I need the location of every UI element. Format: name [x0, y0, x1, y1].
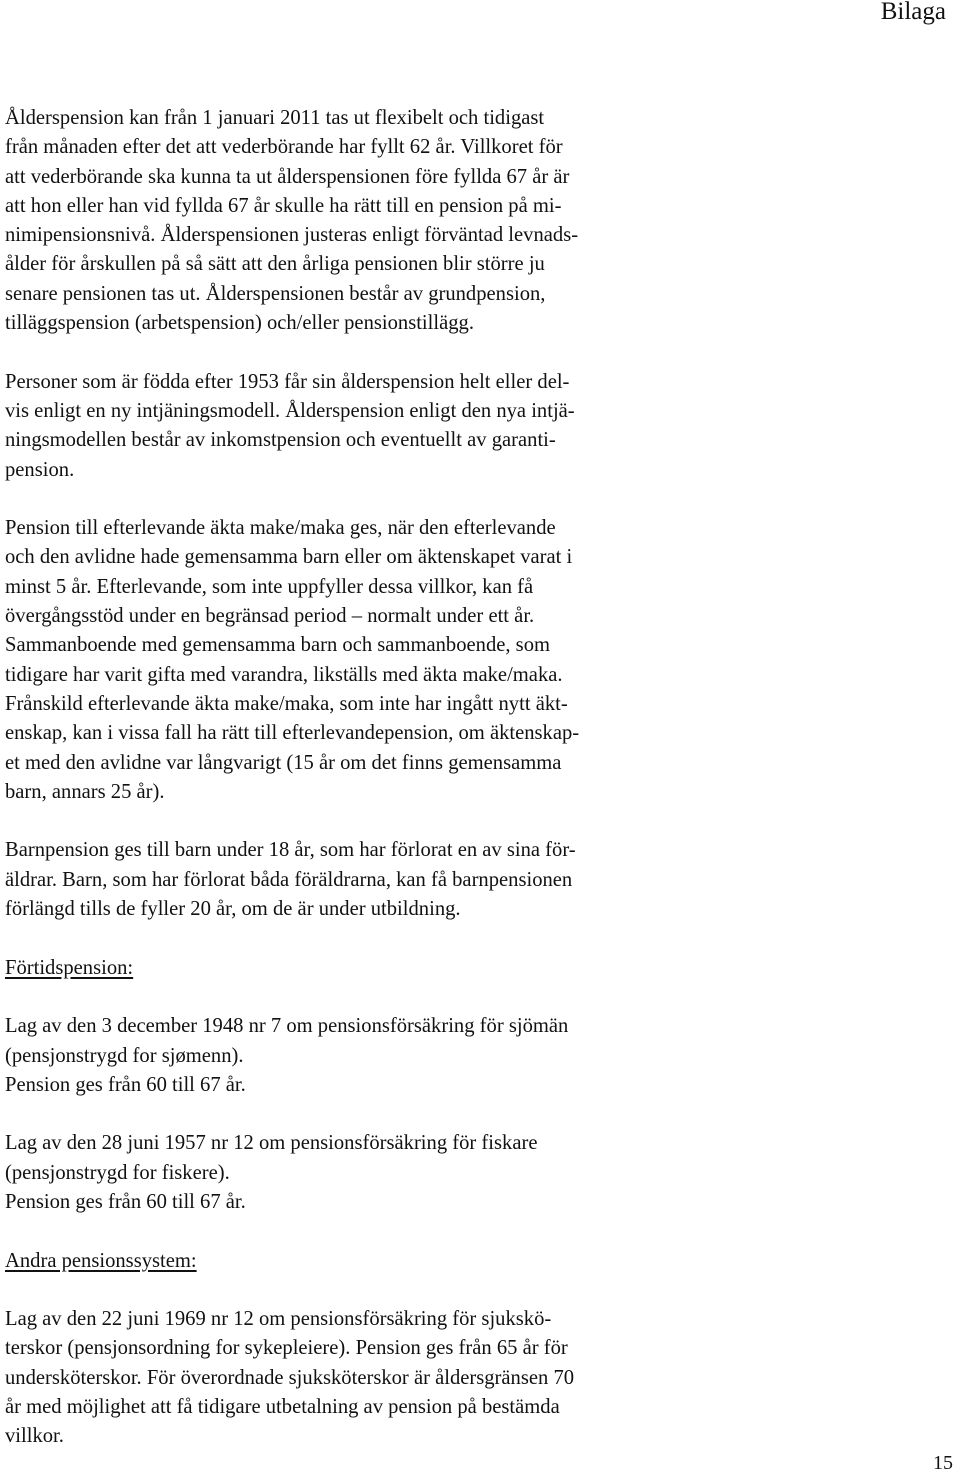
text-line: Frånskild efterlevande äkta make/maka, som inte har ingått nytt äkt-: [5, 692, 568, 715]
text-line: villkor.: [5, 1425, 64, 1448]
text-line: att hon eller han vid fyllda 67 år skulle ha rätt till en pension på mi-: [5, 194, 562, 217]
text-line: barn, annars 25 år).: [5, 780, 165, 803]
paragraph-income-model: [5, 368, 730, 485]
text-line: (pensjonstrygd for sjømenn).: [5, 1044, 244, 1067]
text-line: Pension ges från 60 till 67 år.: [5, 1073, 246, 1096]
text-line: att vederbörande ska kunna ta ut ålderspensionen före fyllda 67 år är: [5, 165, 570, 188]
text-line: enskap, kan i vissa fall ha rätt till efterlevandepension, om äktenskap-: [5, 722, 580, 745]
text-line: pension.: [5, 458, 75, 481]
paragraph-old-age-pension: [5, 104, 730, 338]
text-line: undersköterskor. För överordnade sjuksköterskor är åldersgränsen 70: [5, 1366, 575, 1389]
text-line: Pension till efterlevande äkta make/maka ges, när den efterlevande: [5, 517, 556, 540]
page-number: 15: [933, 1452, 953, 1474]
text-line: et med den avlidne var långvarigt (15 år om det finns gemensamma: [5, 751, 562, 774]
text-line: tilläggspension (arbetspension) och/eller pensionstillägg.: [5, 312, 474, 335]
text-line: Lag av den 22 juni 1969 nr 12 om pensionsförsäkring för sjukskö-: [5, 1308, 552, 1331]
text-line: Barnpension ges till barn under 18 år, som har förlorat en av sina för-: [5, 839, 576, 862]
text-line: (pensjonstrygd for fiskere).: [5, 1161, 230, 1184]
text-line: Personer som är födda efter 1953 får sin ålderspension helt eller del-: [5, 370, 570, 393]
paragraph-fishermen-law: [5, 1129, 730, 1217]
text-line: terskor (pensjonsordning for sykepleiere). Pension ges från 65 år för: [5, 1337, 568, 1360]
text-line: äldrar. Barn, som har förlorat båda föräldrarna, kan få barnpensionen: [5, 868, 573, 891]
text-line: senare pensionen tas ut. Ålderspensionen består av grundpension,: [5, 282, 546, 305]
text-line: tidigare har varit gifta med varandra, likställs med äkta make/maka.: [5, 663, 563, 686]
text-line: från månaden efter det att vederbörande har fyllt 62 år. Villkoret för: [5, 136, 563, 159]
text-line: Lag av den 28 juni 1957 nr 12 om pensionsförsäkring för fiskare: [5, 1132, 538, 1155]
appendix-label: Bilaga: [880, 0, 946, 25]
text-line: år med möjlighet att få tidigare utbetalning av pension på bestämda: [5, 1396, 560, 1419]
text-line: minst 5 år. Efterlevande, som inte uppfyller dessa villkor, kan få: [5, 575, 534, 598]
text-line: Ålderspension kan från 1 januari 2011 tas ut flexibelt och tidigast: [5, 107, 545, 129]
text-line: Pension ges från 60 till 67 år.: [5, 1190, 246, 1213]
text-line: Lag av den 3 december 1948 nr 7 om pensionsförsäkring för sjömän: [5, 1015, 569, 1038]
paragraph-nurses-law: [5, 1305, 730, 1451]
text-line: Sammanboende med gemensamma barn och sammanboende, som: [5, 634, 551, 657]
text-line: och den avlidne hade gemensamma barn eller om äktenskapet varat i: [5, 546, 573, 569]
paragraph-seamen-law: [5, 1012, 730, 1100]
text-line: nimipensionsnivå. Ålderspensionen justeras enligt förväntad levnads-: [5, 224, 579, 247]
heading-other-pension-systems: Andra pensionssystem:: [5, 1249, 197, 1272]
paragraph-survivor-pension: [5, 514, 730, 807]
heading-early-retirement: Förtidspension:: [5, 956, 134, 979]
text-line: ningsmodellen består av inkomstpension och eventuellt av garanti-: [5, 429, 556, 452]
document-body: [5, 104, 730, 1481]
text-line: ålder för årskullen på så sätt att den årliga pensionen blir större ju: [5, 253, 545, 276]
text-line: förlängd tills de fyller 20 år, om de är under utbildning.: [5, 898, 461, 921]
paragraph-child-pension: [5, 836, 730, 924]
text-line: vis enligt en ny intjäningsmodell. Ålderspension enligt den nya intjä-: [5, 399, 575, 422]
text-line: övergångsstöd under en begränsad period – normalt under ett år.: [5, 605, 535, 628]
